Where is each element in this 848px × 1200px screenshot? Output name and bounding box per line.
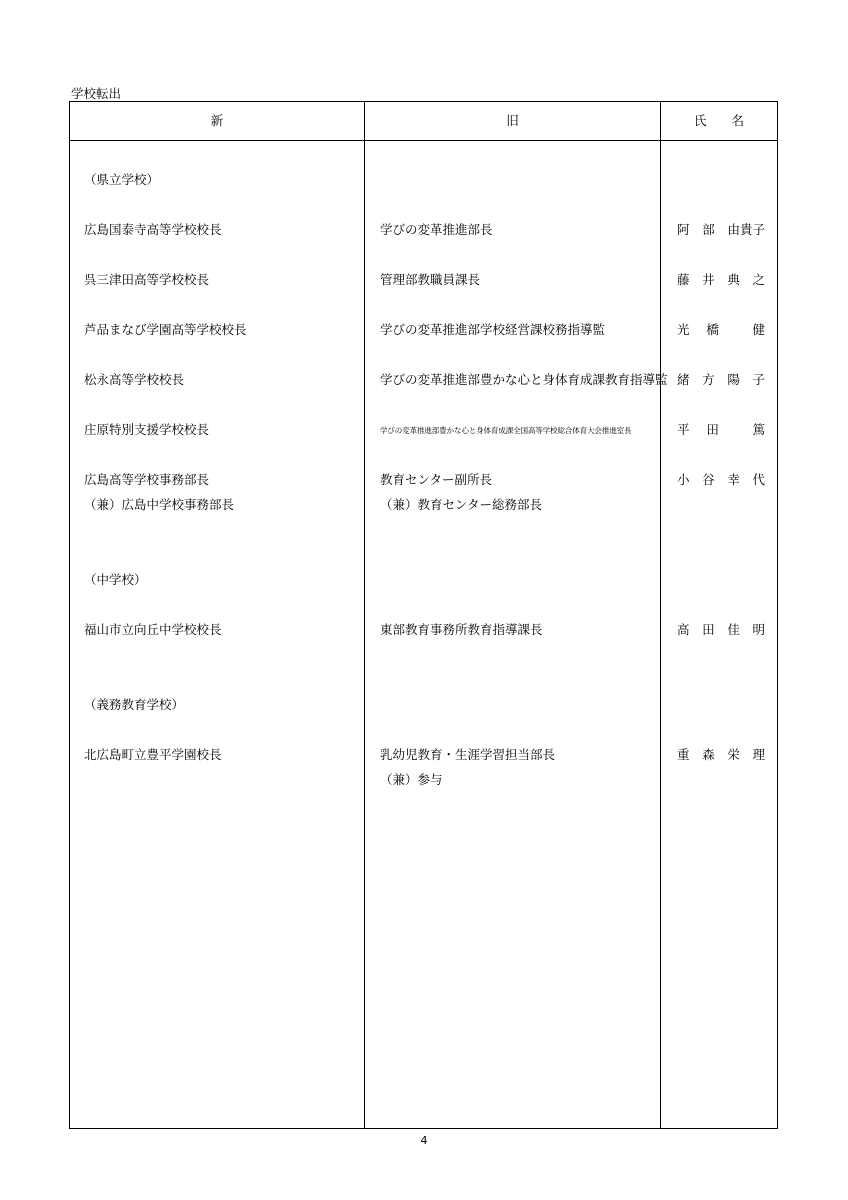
header-divider [70, 140, 777, 141]
person-name: 小 谷 幸 代 [677, 472, 765, 487]
old-position-concurrent: （兼）教育センター総務部長 [380, 497, 543, 512]
new-position: 庄原特別支援学校校長 [84, 422, 210, 437]
old-position: 学びの変革推進部長 [380, 222, 493, 237]
old-position: 学びの変革推進部豊かな心と身体育成課教育指導監 [380, 372, 668, 387]
new-position: 松永高等学校校長 [84, 372, 185, 387]
old-position: 東部教育事務所教育指導課長 [380, 622, 543, 637]
old-position: 学びの変革推進部学校経営課校務指導監 [380, 322, 606, 337]
person-name: 藤 井 典 之 [677, 272, 765, 287]
new-position-concurrent: （兼）広島中学校事務部長 [84, 497, 235, 512]
header-name: 氏 名 [693, 113, 744, 128]
column-divider [364, 102, 365, 1128]
page-number: 4 [420, 1134, 428, 1147]
section-heading: （義務教育学校） [84, 697, 185, 712]
old-position: 管理部教職員課長 [380, 272, 481, 287]
person-name: 重 森 栄 理 [677, 747, 765, 762]
old-position: 教育センター副所長 [380, 472, 493, 487]
column-divider [660, 102, 661, 1128]
person-name: 平 田 篤 [677, 422, 765, 437]
new-position: 北広島町立豊平学園校長 [84, 747, 222, 762]
person-name: 緒 方 陽 子 [677, 372, 765, 387]
section-heading: （県立学校） [84, 172, 160, 187]
section-heading: （中学校） [84, 572, 147, 587]
new-position: 広島国泰寺高等学校校長 [84, 222, 222, 237]
table-caption: 学校転出 [71, 86, 122, 101]
old-position: 乳幼児教育・生涯学習担当部長 [380, 747, 556, 762]
person-name: 阿 部 由貴子 [677, 222, 765, 237]
old-position-concurrent: （兼）参与 [380, 772, 443, 787]
new-position: 芦品まなび学園高等学校校長 [84, 322, 247, 337]
old-position: 学びの変革推進部豊かな心と身体育成課全国高等学校総合体育大会推進室長 [380, 426, 632, 435]
new-position: 呉三津田高等学校校長 [84, 272, 210, 287]
transfer-table [69, 101, 778, 1129]
person-name: 高 田 佳 明 [677, 622, 765, 637]
header-old: 旧 [506, 113, 519, 128]
header-new: 新 [210, 113, 224, 128]
new-position: 広島高等学校事務部長 [84, 472, 210, 487]
person-name: 光 橋 健 [677, 322, 765, 337]
new-position: 福山市立向丘中学校校長 [84, 622, 222, 637]
